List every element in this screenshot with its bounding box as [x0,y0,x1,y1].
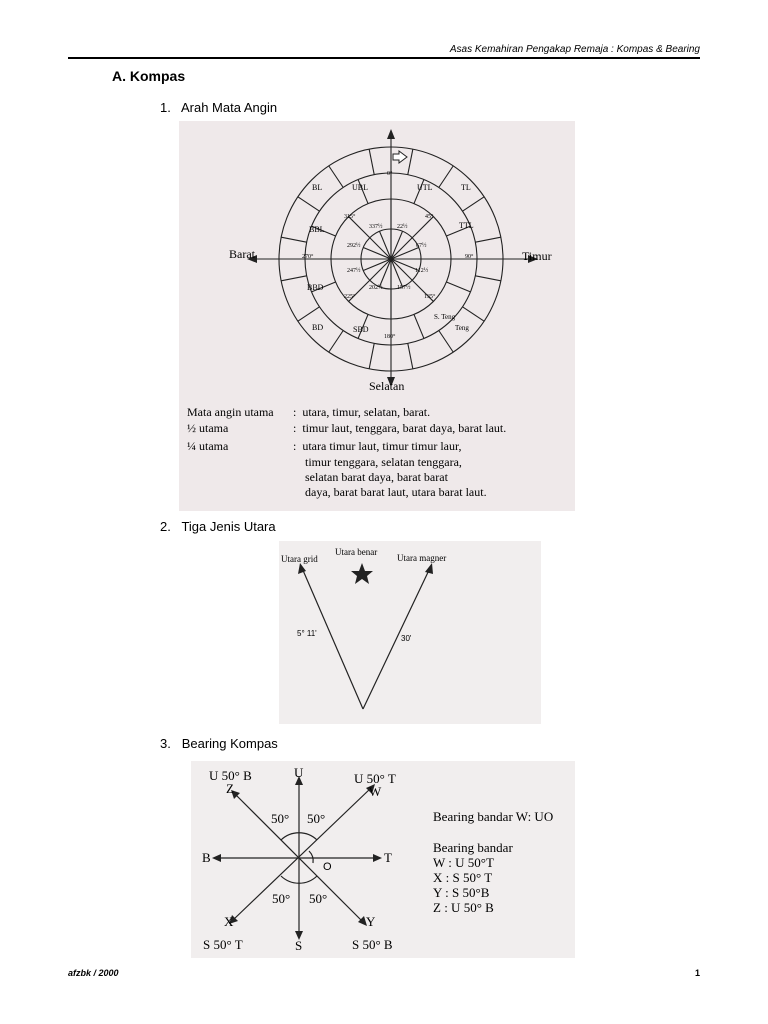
middle-sector-divider [446,282,470,292]
label-west: Barat [229,247,255,261]
sector-bbl: BBL [309,225,325,234]
deg-180: 180° [384,334,396,340]
label-sw-bearing: S 50° T [203,937,243,952]
sector-s-teng: S. Teng [434,313,456,321]
section-title: A. Kompas [112,68,186,84]
outer-sector-divider [475,237,501,242]
three-norths-diagram [279,541,541,724]
label-east: Timur [522,249,552,263]
legend-row-6: daya, barat barat laut, utara barat laut. [305,485,487,499]
label-u: U [294,765,304,780]
deg-270: 270° [302,254,314,260]
label-s: S [295,938,303,953]
label-ne-bearing: U 50° T [354,771,396,786]
center-ray [391,238,412,259]
outer-sector-divider [463,197,485,211]
sector-bd: BD [312,323,324,332]
middle-sector-divider [414,314,424,338]
arrowhead-e [373,854,382,862]
outer-sector-divider [439,331,453,353]
deg-0: 0° [387,171,393,177]
arc-o [309,851,313,863]
bearing-compass-figure [191,761,575,958]
label-x: X [224,914,234,929]
outer-sector-divider [439,166,453,188]
footer-left: afzbk / 2000 [68,968,119,978]
center-ray [370,238,391,259]
magnetic-north-line [363,568,430,709]
north-pointer-icon [393,151,407,163]
label-t: T [384,850,392,865]
legend-row-4: timur tenggara, selatan tenggara, [305,455,462,469]
bearing-list-x: X : S 50° T [433,870,493,885]
sector-bbd: BBD [307,283,324,292]
label-z: Z [226,781,234,796]
page-number: 1 [694,968,700,978]
legend-row-5: selatan barat daya, barat barat [305,470,448,484]
sector-bl: BL [312,183,323,192]
label-south: Selatan [369,379,405,393]
grid-north-arrowhead [298,563,306,574]
sector-tl: TL [461,183,471,192]
bearing-list [433,840,513,915]
outer-sector-divider [369,343,374,369]
sector-ttl: TTL [459,221,474,230]
three-norths-figure [279,541,541,724]
deg-315: 315° [344,214,356,220]
bearing-list-title: Bearing bandar [433,840,513,855]
magnetic-north-arrowhead [425,563,433,574]
item-3 [160,736,278,751]
deg-157: 157½ [397,285,411,291]
sector-teng: Teng [455,324,469,332]
outer-sector-divider [281,237,307,242]
sector-utl: UTL [417,183,433,192]
deg-45: 45° [425,214,434,220]
outer-sector-divider [463,307,485,321]
outer-sector-divider [408,343,413,369]
deg-247: 247½ [347,268,361,274]
legend-row-3: ¼ utama : utara timur laut, timur timur laur, [187,439,462,453]
true-north-star-icon [351,563,373,584]
item-1 [160,100,277,115]
outer-sector-divider [298,197,320,211]
item-1-number: 1. [160,100,171,115]
grid-north-line [302,568,363,709]
item-3-number: 3. [160,736,171,751]
deg-202: 202½ [369,285,383,291]
label-w-point: W [369,784,382,799]
legend-row-2: ½ utama : timur laut, tenggara, barat daya, barat laut. [187,421,507,435]
label-y: Y [366,914,376,929]
deg-22: 22½ [397,224,408,230]
item-1-title: Arah Mata Angin [180,100,278,115]
label-nw-bearing: U 50° B [209,768,252,783]
bearing-note: Bearing bandar W: UO [433,809,554,824]
bearing-compass-diagram [191,761,575,958]
north-arrowhead [387,129,395,139]
bearing-list-y: Y : S 50°B [433,885,490,900]
center-ray [370,259,391,280]
legend-row-1: Mata angin utama : utara, timur, selatan, barat. [187,405,431,419]
arrowhead-w [212,854,221,862]
bearing-list-w: W : U 50°T [433,855,494,870]
sector-ubl: UBL [352,183,368,192]
deg-67: 67½ [416,243,427,249]
outer-sector-divider [475,276,501,281]
outer-sector-divider [329,331,343,353]
angle-left-label: 5° 11' [297,629,317,638]
angle-label-1: 50° [271,811,290,826]
outer-sector-divider [329,166,343,188]
label-o: O [323,861,332,873]
outer-sector-divider [369,149,374,175]
item-2-title: Tiga Jenis Utara [181,519,276,534]
angle-label-4: 50° [309,891,328,906]
deg-135: 135° [424,294,436,300]
item-3-title: Bearing Kompas [181,736,278,751]
outer-sector-divider [281,276,307,281]
label-se-bearing: S 50° B [352,937,393,952]
item-2-number: 2. [160,519,171,534]
center-ray [391,259,412,280]
magnetic-north-label: Utara magner [397,553,447,563]
angle-right-label: 30' [401,634,412,643]
deg-90: 90° [465,254,474,260]
true-north-label: Utara benar [335,547,378,557]
angle-label-3: 50° [272,891,291,906]
w-x-line [233,788,371,920]
sector-sbd: SBD [353,325,369,334]
item-2 [160,519,276,534]
grid-north-label: Utara grid [281,554,318,564]
header-rule [68,57,700,59]
deg-225: 225° [344,294,356,300]
deg-337: 337½ [369,224,383,230]
outer-sector-divider [298,307,320,321]
compass-rose-figure [179,121,575,511]
label-b: B [202,850,211,865]
bearing-list-z: Z : U 50° B [433,900,494,915]
deg-292: 292½ [347,243,361,249]
deg-112: 112½ [415,268,429,274]
outer-sector-divider [408,149,413,175]
running-header: Asas Kemahiran Pengakap Remaja : Kompas & Bearing [449,44,700,55]
angle-label-2: 50° [307,811,326,826]
